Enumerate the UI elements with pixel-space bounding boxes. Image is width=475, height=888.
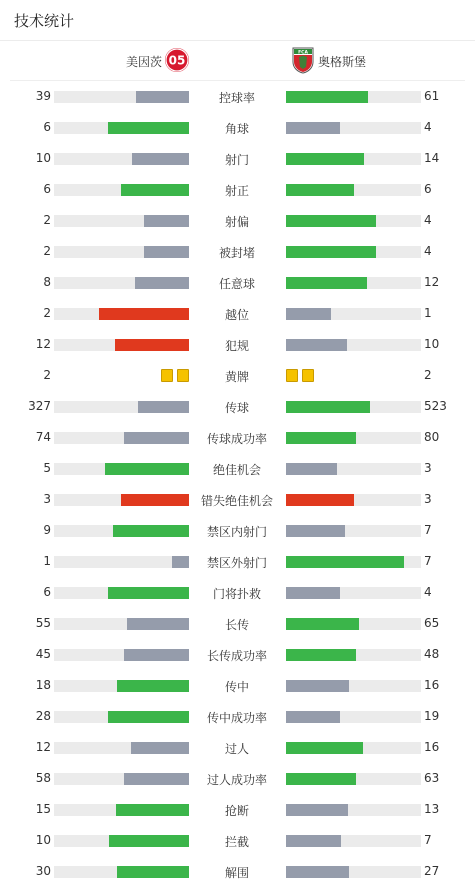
augsburg-crest-text: FCA <box>298 50 308 56</box>
away-bar-track <box>286 339 421 351</box>
stat-label: 射门 <box>224 153 249 167</box>
teams-header <box>0 41 475 81</box>
home-bar-fill <box>136 91 189 103</box>
stat-label: 射正 <box>224 184 249 198</box>
home-value: 327 <box>28 399 51 413</box>
away-bar-fill <box>286 742 363 754</box>
yellow-card-icon <box>177 369 189 382</box>
away-bar-fill <box>286 122 340 134</box>
home-bar-track <box>54 153 189 165</box>
yellow-card-icon <box>161 369 173 382</box>
yellow-card-icon <box>286 369 298 382</box>
home-bar-fill <box>135 277 189 289</box>
augsburg-crest-icon <box>292 47 314 74</box>
away-bar-fill <box>286 525 345 537</box>
away-value: 10 <box>424 337 440 351</box>
stat-row <box>0 236 475 267</box>
away-bar-track <box>286 587 421 599</box>
stat-row <box>0 81 475 112</box>
page-header <box>0 0 475 41</box>
home-bar-fill <box>121 494 189 506</box>
away-bar-track <box>286 184 421 196</box>
home-value: 6 <box>43 120 51 134</box>
home-value: 55 <box>35 616 51 630</box>
home-value: 6 <box>43 182 51 196</box>
stat-row <box>0 484 475 515</box>
home-bar-track <box>54 91 189 103</box>
away-bar-fill <box>286 866 349 878</box>
away-bar-fill <box>286 618 359 630</box>
away-value: 16 <box>424 678 440 692</box>
home-bar-fill <box>144 246 189 258</box>
away-value: 2 <box>424 368 432 382</box>
home-bar-fill <box>108 711 189 723</box>
stat-label: 传中 <box>224 680 249 694</box>
home-value: 45 <box>35 647 51 661</box>
away-bar-track <box>286 308 421 320</box>
home-value: 39 <box>35 89 51 103</box>
home-bar-track <box>54 587 189 599</box>
away-value: 4 <box>424 120 432 134</box>
home-bar-fill <box>117 680 189 692</box>
home-value: 74 <box>35 430 51 444</box>
stat-row <box>0 422 475 453</box>
away-bar-fill <box>286 184 354 196</box>
stat-row <box>0 391 475 422</box>
home-value: 58 <box>35 771 51 785</box>
away-value: 7 <box>424 554 432 568</box>
away-bar-track <box>286 804 421 816</box>
stat-row <box>0 825 475 856</box>
home-value: 10 <box>35 833 51 847</box>
home-bar-track <box>54 556 189 568</box>
away-bar-fill <box>286 432 356 444</box>
away-bar-fill <box>286 680 349 692</box>
home-value: 2 <box>43 213 51 227</box>
stat-label: 错失绝佳机会 <box>200 494 273 508</box>
stat-row <box>0 856 475 887</box>
stat-label: 犯规 <box>224 339 249 353</box>
home-bar-fill <box>113 525 189 537</box>
stat-label: 角球 <box>224 122 249 136</box>
away-value: 1 <box>424 306 432 320</box>
away-bar-track <box>286 649 421 661</box>
home-bar-fill <box>108 122 189 134</box>
home-bar-track <box>54 277 189 289</box>
home-bar-track <box>54 184 189 196</box>
stat-label: 过人 <box>224 742 249 756</box>
stat-row <box>0 267 475 298</box>
away-bar-fill <box>286 401 370 413</box>
home-bar-track <box>54 711 189 723</box>
stat-row <box>0 701 475 732</box>
away-bar-fill <box>286 308 331 320</box>
stat-row <box>0 515 475 546</box>
away-value: 27 <box>424 864 440 878</box>
home-bar-track <box>54 401 189 413</box>
home-value: 6 <box>43 585 51 599</box>
away-bar-track <box>286 463 421 475</box>
away-value: 63 <box>424 771 440 785</box>
away-value: 4 <box>424 213 432 227</box>
away-bar-fill <box>286 649 356 661</box>
stat-row <box>0 794 475 825</box>
home-value: 10 <box>35 151 51 165</box>
home-team-name: 美因茨 <box>125 55 162 69</box>
home-bar-fill <box>127 618 189 630</box>
stat-row <box>0 360 475 391</box>
home-bar-track <box>54 866 189 878</box>
away-bar-fill <box>286 711 340 723</box>
home-value: 2 <box>43 368 51 382</box>
stat-row <box>0 329 475 360</box>
stat-row <box>0 205 475 236</box>
home-bar-track <box>54 308 189 320</box>
away-bar-track <box>286 122 421 134</box>
stat-label: 长传 <box>224 618 249 632</box>
stat-label: 射偏 <box>224 215 249 229</box>
home-bar-track <box>54 215 189 227</box>
away-bar-track <box>286 742 421 754</box>
away-value: 80 <box>424 430 440 444</box>
away-bar-track <box>286 494 421 506</box>
away-bar-track <box>286 711 421 723</box>
stat-label: 被封堵 <box>218 246 255 260</box>
away-bar-fill <box>286 556 404 568</box>
stat-row <box>0 546 475 577</box>
home-bar-fill <box>124 773 189 785</box>
home-value: 8 <box>43 275 51 289</box>
stat-row <box>0 143 475 174</box>
away-bar-track <box>286 835 421 847</box>
home-bar-track <box>54 773 189 785</box>
home-bar-track <box>54 122 189 134</box>
stat-row <box>0 608 475 639</box>
stats-list <box>0 81 475 887</box>
stat-label: 传球 <box>224 401 249 415</box>
away-bar-fill <box>286 215 376 227</box>
home-bar-track <box>54 525 189 537</box>
away-bar-fill <box>286 463 337 475</box>
home-bar-track <box>54 835 189 847</box>
stat-label: 过人成功率 <box>206 773 267 787</box>
home-value: 30 <box>35 864 51 878</box>
home-value: 1 <box>43 554 51 568</box>
home-bar-track <box>54 494 189 506</box>
stat-row <box>0 577 475 608</box>
stat-label: 禁区外射门 <box>206 556 267 570</box>
stat-label: 抢断 <box>224 804 249 818</box>
stat-label: 解围 <box>224 866 249 880</box>
home-bar-fill <box>109 835 189 847</box>
stat-label: 拦截 <box>224 835 249 849</box>
away-bar-track <box>286 215 421 227</box>
away-bar-track <box>286 525 421 537</box>
away-value: 12 <box>424 275 440 289</box>
away-bar-fill <box>286 494 354 506</box>
home-bar-fill <box>115 339 189 351</box>
away-bar-fill <box>286 246 376 258</box>
home-value: 5 <box>43 461 51 475</box>
stat-row <box>0 732 475 763</box>
away-value: 6 <box>424 182 432 196</box>
home-value: 28 <box>35 709 51 723</box>
stat-label: 传中成功率 <box>206 711 267 725</box>
away-value: 13 <box>424 802 440 816</box>
away-value: 16 <box>424 740 440 754</box>
away-value: 3 <box>424 461 432 475</box>
away-value: 4 <box>424 585 432 599</box>
stat-row <box>0 763 475 794</box>
page-title: 技术统计 <box>14 12 75 30</box>
away-bar-fill <box>286 277 367 289</box>
home-bar-fill <box>132 153 189 165</box>
away-team-name: 奥格斯堡 <box>318 55 367 69</box>
home-bar-fill <box>138 401 189 413</box>
away-value: 7 <box>424 833 432 847</box>
away-bar-fill <box>286 587 340 599</box>
stat-row <box>0 453 475 484</box>
stat-row <box>0 670 475 701</box>
away-bar-track <box>286 91 421 103</box>
stat-label: 任意球 <box>218 277 255 291</box>
away-value: 14 <box>424 151 440 165</box>
home-bar-fill <box>121 184 189 196</box>
away-value: 4 <box>424 244 432 258</box>
stat-label: 绝佳机会 <box>212 463 261 477</box>
home-bar-track <box>54 742 189 754</box>
home-value: 12 <box>35 337 51 351</box>
svg-text:05: 05 <box>168 53 186 68</box>
stat-label: 门将扑救 <box>212 587 261 601</box>
home-bar-fill <box>117 866 189 878</box>
home-yellow-cards <box>161 369 189 382</box>
stat-label: 传球成功率 <box>206 432 267 446</box>
stat-label: 黄牌 <box>224 370 249 384</box>
home-value: 2 <box>43 306 51 320</box>
away-value: 19 <box>424 709 440 723</box>
home-bar-fill <box>116 804 189 816</box>
stat-row <box>0 174 475 205</box>
away-value: 3 <box>424 492 432 506</box>
home-value: 12 <box>35 740 51 754</box>
away-bar-fill <box>286 153 364 165</box>
mainz-crest-icon <box>165 48 189 72</box>
away-bar-fill <box>286 339 347 351</box>
home-bar-fill <box>99 308 189 320</box>
away-bar-track <box>286 432 421 444</box>
away-value: 523 <box>424 399 447 413</box>
home-bar-track <box>54 804 189 816</box>
home-bar-fill <box>144 215 189 227</box>
away-value: 7 <box>424 523 432 537</box>
home-bar-track <box>54 339 189 351</box>
yellow-card-icon <box>302 369 314 382</box>
home-bar-track <box>54 618 189 630</box>
away-bar-track <box>286 153 421 165</box>
away-bar-fill <box>286 773 356 785</box>
home-value: 15 <box>35 802 51 816</box>
away-bar-track <box>286 866 421 878</box>
away-bar-track <box>286 401 421 413</box>
stat-row <box>0 298 475 329</box>
home-bar-track <box>54 432 189 444</box>
away-bar-track <box>286 680 421 692</box>
away-value: 61 <box>424 89 440 103</box>
away-bar-track <box>286 277 421 289</box>
home-bar-fill <box>124 432 189 444</box>
stat-label: 长传成功率 <box>206 649 267 663</box>
home-bar-track <box>54 649 189 661</box>
away-bar-fill <box>286 835 341 847</box>
home-value: 2 <box>43 244 51 258</box>
home-bar-fill <box>105 463 189 475</box>
stat-label: 禁区内射门 <box>206 525 267 539</box>
away-value: 65 <box>424 616 440 630</box>
home-bar-track <box>54 463 189 475</box>
home-bar-fill <box>124 649 189 661</box>
home-bar-track <box>54 246 189 258</box>
home-bar-track <box>54 680 189 692</box>
away-yellow-cards <box>286 369 314 382</box>
stat-label: 控球率 <box>218 91 255 105</box>
home-value: 18 <box>35 678 51 692</box>
home-bar-fill <box>131 742 189 754</box>
away-value: 48 <box>424 647 440 661</box>
stat-row <box>0 112 475 143</box>
away-bar-fill <box>286 804 348 816</box>
away-bar-track <box>286 246 421 258</box>
home-bar-fill <box>108 587 189 599</box>
stat-label: 越位 <box>224 308 249 322</box>
home-value: 9 <box>43 523 51 537</box>
away-bar-track <box>286 556 421 568</box>
home-bar-fill <box>172 556 189 568</box>
away-bar-track <box>286 618 421 630</box>
stat-row <box>0 639 475 670</box>
away-bar-fill <box>286 91 368 103</box>
away-bar-track <box>286 773 421 785</box>
home-value: 3 <box>43 492 51 506</box>
